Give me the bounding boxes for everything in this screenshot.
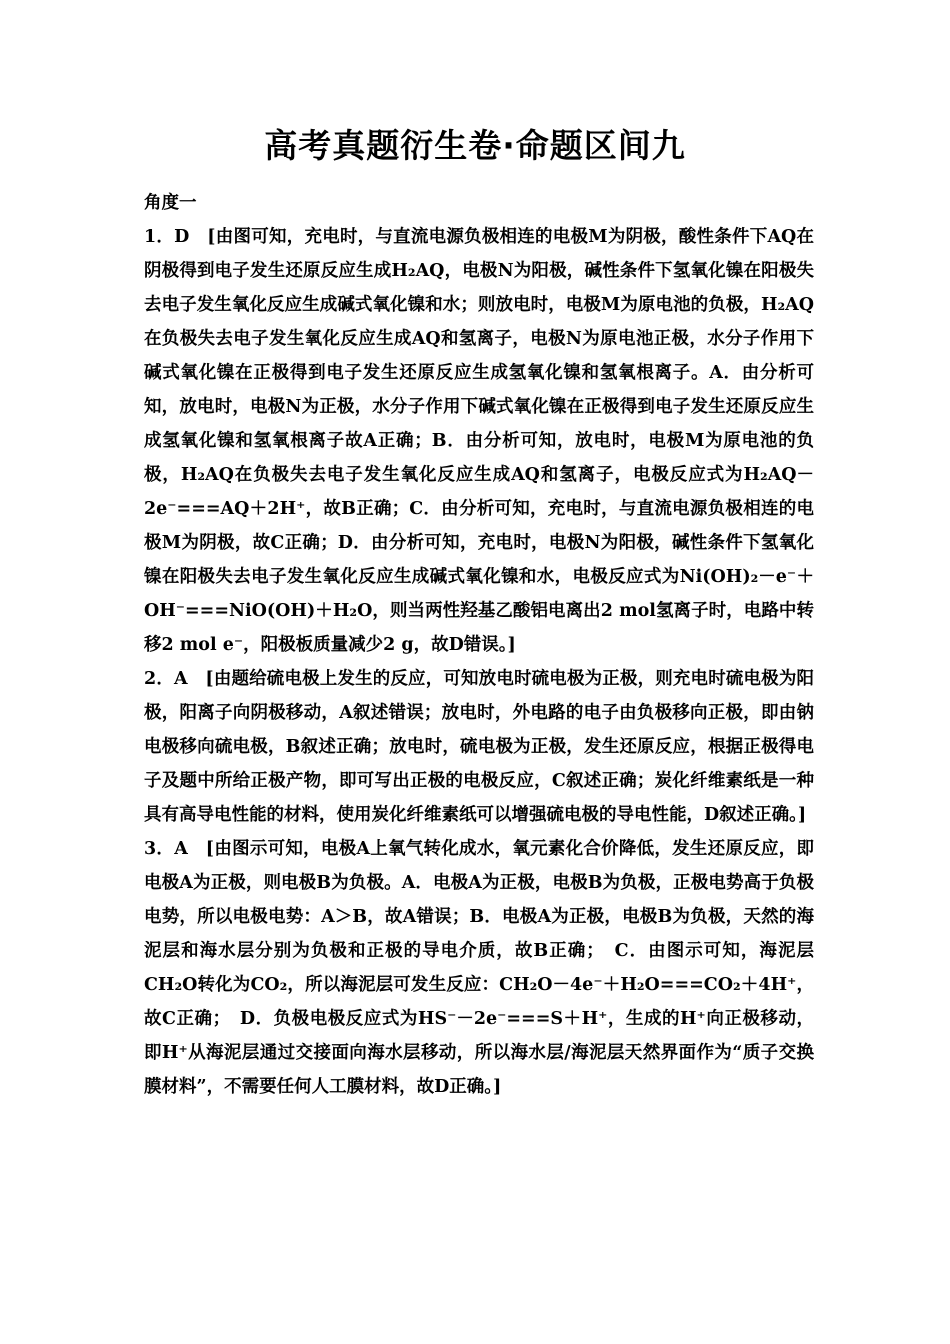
page-title: 高考真题衍生卷·命题区间九 [264, 126, 686, 165]
document-body [144, 186, 814, 1104]
section-heading: 角度一 [144, 193, 197, 213]
answer-paragraph-3: 3．A [由图示可知，电极A上氧气转化成水，氧元素化合价降低，发生还原反应，即电极A为正极，则电极B为负极。A．电极A为正极，电极B为负极，正极电势高于负极电势，所以电极电势：A＞B，故A错误；B．电极A为正极，电极B为负极，天然的海泥层和海水层分别为负极和正极的导电介质，故B正确； C．由图示可知，海泥层CH₂O转化为CO₂，所以海泥层可发生反应：CH₂O－4e⁻＋H₂O===CO₂＋4H⁺，故C正确； D．负极电极反应式为HS⁻－2e⁻===S＋H⁺，生成的H⁺向正极移动，即H⁺从海泥层通过交接面向海水层移动，所以海水层/海泥层天然界面作为“质子交换膜材料”，不需要任何人工膜材料，故D正确。] [144, 839, 814, 1097]
answer-paragraph-1: 1．D [由图可知，充电时，与直流电源负极相连的电极M为阴极，酸性条件下AQ在阴极得到电子发生还原反应生成H₂AQ，电极N为阳极，碱性条件下氢氧化镍在阳极失去电子发生氧化反应生成碱式氧化镍和水；则放电时，电极M为原电池的负极，H₂AQ在负极失去电子发生氧化反应生成AQ和氢离子，电极N为原电池正极，水分子作用下碱式氧化镍在正极得到电子发生还原反应生成氢氧化镍和氢氧根离子。A．由分析可知，放电时，电极N为正极，水分子作用下碱式氧化镍在正极得到电子发生还原反应生成氢氧化镍和氢氧根离子故A正确；B．由分析可知，放电时，电极M为原电池的负极，H₂AQ在负极失去电子发生氧化反应生成AQ和氢离子，电极反应式为H₂AQ－2e⁻===AQ＋2H⁺，故B正确；C．由分析可知，充电时，与直流电源负极相连的电极M为阴极，故C正确；D．由分析可知，充电时，电极N为阳极，碱性条件下氢氧化镍在阳极失去电子发生氧化反应生成碱式氧化镍和水，电极反应式为Ni(OH)₂－e⁻＋OH⁻===NiO(OH)＋H₂O，则当两性羟基乙酸铝电离出2 mol氢离子时，电路中转移2 mol e⁻，阳极板质量减少2 g，故D错误。] [144, 227, 814, 655]
answer-paragraph-2: 2．A [由题给硫电极上发生的反应，可知放电时硫电极为正极，则充电时硫电极为阳极，阳离子向阴极移动，A叙述错误；放电时，外电路的电子由负极移向正极，即由钠电极移向硫电极，B叙述正确；放电时，硫电极为正极，发生还原反应，根据正极得电子及题中所给正极产物，即可写出正极的电极反应，C叙述正确；炭化纤维素纸是一种具有高导电性能的材料，使用炭化纤维素纸可以增强硫电极的导电性能，D叙述正确。] [144, 669, 814, 825]
